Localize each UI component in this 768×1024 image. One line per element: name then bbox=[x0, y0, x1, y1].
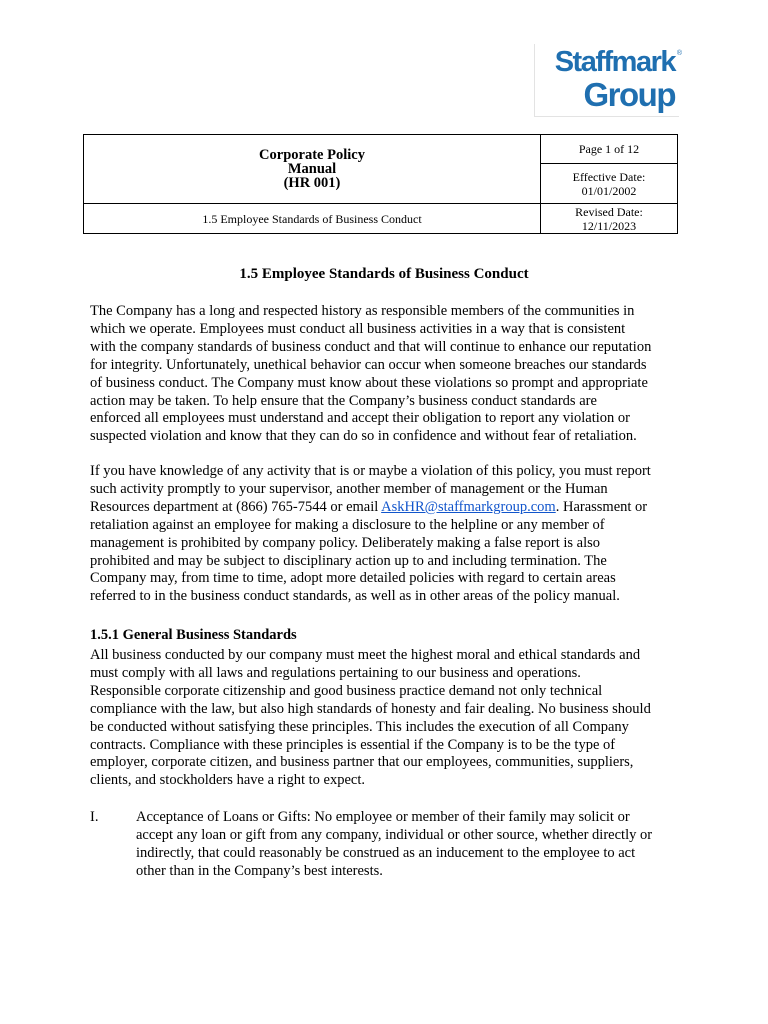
section-title: 1.5 Employee Standards of Business Conduct bbox=[239, 266, 529, 282]
paragraph-line: other than in the Company’s best interests. bbox=[136, 862, 383, 879]
policy-title-line1: Corporate Policy bbox=[259, 147, 365, 163]
paragraph-line: employer, corporate citizen, and business partner that our employees, communities, suppliers, bbox=[90, 754, 634, 771]
askhr-email-link[interactable]: AskHR@staffmarkgroup.com bbox=[381, 498, 556, 515]
paragraph-line: with the company standards of business conduct and that will continue to enhance our reputation bbox=[90, 338, 652, 355]
paragraph-line: action may be taken. To help ensure that the Company’s business conduct standards are bbox=[90, 392, 597, 409]
logo-text-staffmark: Staffmark bbox=[554, 46, 675, 78]
paragraph-line: which we operate. Employees must conduct all business activities in a way that is consistent bbox=[90, 320, 626, 337]
paragraph-line: Company may, from time to time, adopt more detailed policies with regard to certain areas bbox=[90, 570, 616, 587]
paragraph-line: retaliation against an employee for making a disclosure to the helpline or any member of bbox=[90, 516, 605, 533]
revised-date-value: 12/11/2023 bbox=[581, 218, 637, 233]
paragraph-line: such activity promptly to your supervisor, another member of management or the Human bbox=[90, 480, 608, 497]
list-item-number: I. bbox=[90, 809, 99, 825]
paragraph-line: management is prohibited by company policy. Deliberately making a false report is also bbox=[90, 534, 601, 551]
paragraph-line: compliance with the law, but also high standards of honesty and fair dealing. No business should bbox=[90, 700, 651, 717]
revised-date-cell bbox=[541, 204, 678, 234]
general-standards-paragraph bbox=[90, 647, 690, 790]
company-logo bbox=[534, 44, 682, 117]
policy-title-cell bbox=[84, 135, 541, 204]
paragraph-line: prohibited and may be subject to disciplinary action up to and including termination. The bbox=[90, 552, 607, 569]
page-number: Page 1 of 12 bbox=[541, 135, 678, 164]
paragraph-line: referred to in the business conduct standards, as well as in other areas of the policy manual. bbox=[90, 588, 620, 605]
effective-date-label: Effective Date: bbox=[572, 169, 646, 184]
paragraph-line: of business conduct. The Company must know about these violations so prompt and appropriate bbox=[90, 374, 648, 391]
paragraph-line: All business conducted by our company must meet the highest moral and ethical standards and bbox=[90, 647, 641, 663]
policy-header-table bbox=[83, 134, 678, 234]
paragraph-line: The Company has a long and respected history as responsible members of the communities in bbox=[90, 303, 635, 319]
subsection-title: 1.5.1 General Business Standards bbox=[90, 627, 297, 643]
revised-date-label: Revised Date: bbox=[575, 204, 643, 219]
paragraph-line: Acceptance of Loans or Gifts: No employee or member of their family may solicit or bbox=[136, 809, 630, 825]
paragraph-text: Resources department at (866) 765-7544 or email bbox=[90, 498, 382, 515]
paragraph-line: must comply with all laws and regulations pertaining to our business and operations. bbox=[90, 664, 581, 681]
paragraph-line: suspected violation and know that they can do so in confidence and without fear of retaliation. bbox=[90, 428, 637, 445]
paragraph-line-with-email bbox=[90, 499, 690, 517]
intro-paragraph bbox=[90, 303, 690, 446]
paragraph-line: accept any loan or gift from any company, individual or other source, whether directly or bbox=[136, 826, 653, 843]
paragraph-line: If you have knowledge of any activity that is or maybe a violation of this policy, you must report bbox=[90, 463, 651, 479]
policy-subtitle: 1.5 Employee Standards of Business Conduct bbox=[84, 204, 541, 234]
policy-title-line2: Manual bbox=[287, 161, 337, 177]
paragraph-line: Responsible corporate citizenship and good business practice demand not only technical bbox=[90, 682, 603, 699]
logo-registered-mark: ® bbox=[676, 50, 682, 57]
paragraph-line: enforced all employees must understand and accept their obligation to report any violation or bbox=[90, 410, 630, 427]
paragraph-line: be conducted without satisfying these principles. This includes the execution of all Company bbox=[90, 718, 629, 735]
paragraph-line: indirectly, that could reasonably be construed as an inducement to the employee to act bbox=[136, 844, 636, 861]
paragraph-line: contracts. Compliance with these principles is essential if the Company is to be the type of bbox=[90, 736, 616, 753]
paragraph-text: . Harassment or bbox=[555, 498, 648, 515]
effective-date-cell bbox=[541, 164, 678, 204]
paragraph-line: for integrity. Unfortunately, unethical behavior can occur when someone breaches our standards bbox=[90, 356, 647, 373]
logo-text-group: Group bbox=[583, 76, 675, 113]
list-item-text bbox=[136, 809, 684, 881]
policy-title-line3: (HR 001) bbox=[283, 175, 341, 191]
effective-date-value: 01/01/2002 bbox=[581, 183, 637, 198]
reporting-paragraph bbox=[90, 463, 690, 606]
paragraph-line: clients, and stockholders have a right to expect. bbox=[90, 772, 366, 789]
